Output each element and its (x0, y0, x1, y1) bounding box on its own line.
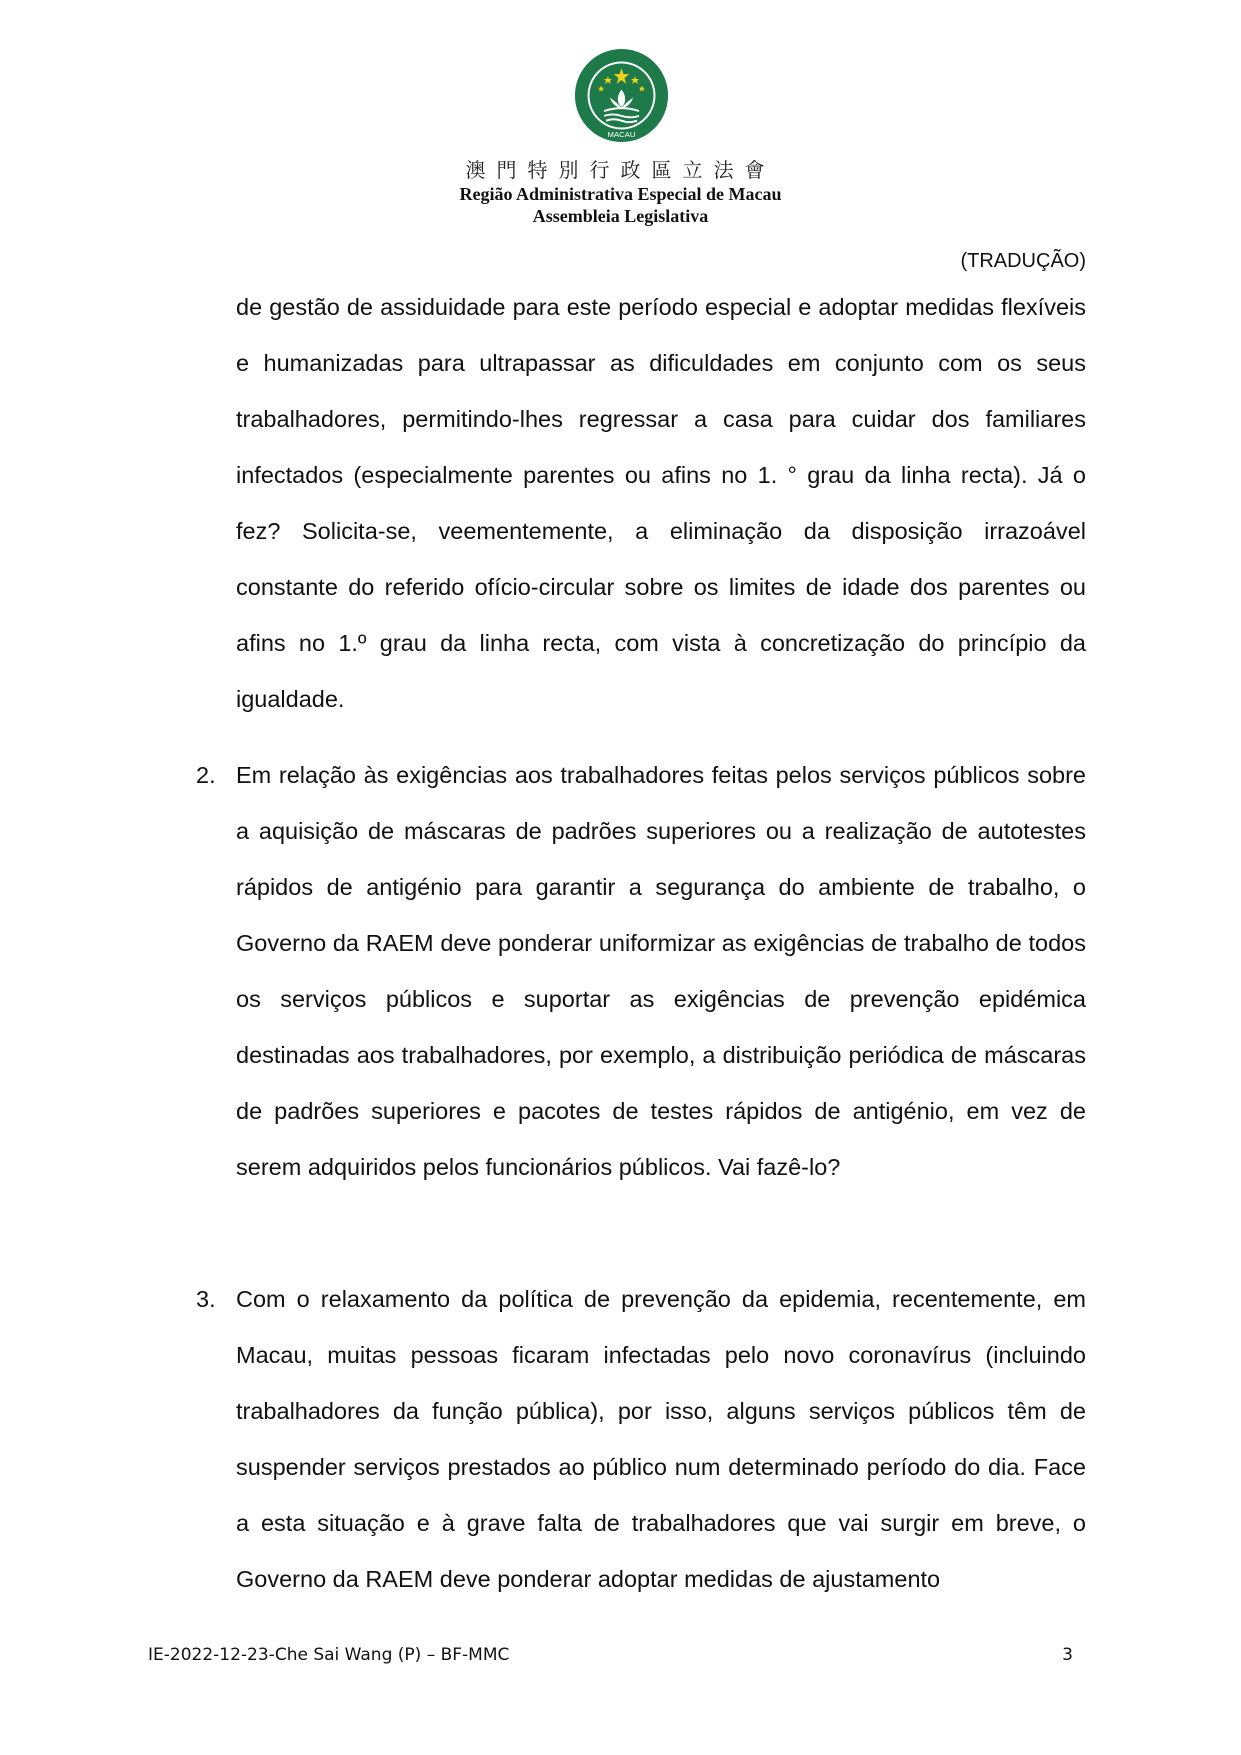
emblem-macau-label: MACAU (607, 130, 636, 140)
list-item-number: 3. (196, 1286, 216, 1312)
footer-page-number: 3 (1062, 1645, 1073, 1665)
list-item-number: 2. (196, 762, 216, 788)
list-item-text: Com o relaxamento da política de prevenção da epidemia, recentemente, em Macau, muitas pessoas ficaram infectadas pelo novo coronavírus (incluindo trabalhadores da função pública), por isso, alguns serviços públicos têm de suspender serviços prestados ao público num determinado período do dia. Face a esta situação e à grave falta de trabalhadores que vai surgir em breve, o Governo da RAEM deve ponderar adoptar medidas de ajustamento (236, 1286, 1086, 1592)
list-item-text: Em relação às exigências aos trabalhadores feitas pelos serviços públicos sobre a aquisição de máscaras de padrões superiores ou a realização de autotestes rápidos de antigénio para garantir a segurança do ambiente de trabalho, o Governo da RAEM deve ponderar uniformizar as exigências de trabalho de todos os serviços públicos e suportar as exigências de prevenção epidémica destinadas aos trabalhadores, por exemplo, a distribuição periódica de máscaras de padrões superiores e pacotes de testes rápidos de antigénio, em vez de serem adquiridos pelos funcionários públicos. Vai fazê-lo? (236, 762, 1086, 1180)
macau-sar-emblem (573, 47, 670, 144)
region-name: Região Administrativa Especial de Macau (459, 184, 782, 204)
paragraph-continuation: de gestão de assiduidade para este período especial e adoptar medidas flexíveis e humanizadas para ultrapassar as dificuldades em conjunto com os seus trabalhadores, permitindo-lhes regressar a casa para cuidar dos familiares infectados (especialmente parentes ou afins no 1. ° grau da linha recta). Já o fez? Solicita-se, veementemente, a eliminação da disposição irrazoável constante do referido ofício-circular sobre os limites de idade dos parentes ou afins no 1.º grau da linha recta, com vista à concretização do princípio da igualdade. (236, 294, 1086, 712)
translation-label: (TRADUÇÃO) (960, 250, 1086, 272)
chinese-institution-title: 澳門特別行政區立法會 (465, 158, 776, 182)
footer-document-reference: IE-2022-12-23-Che Sai Wang (P) – BF-MMC (148, 1645, 510, 1665)
assembly-name: Assembleia Legislativa (532, 206, 709, 226)
